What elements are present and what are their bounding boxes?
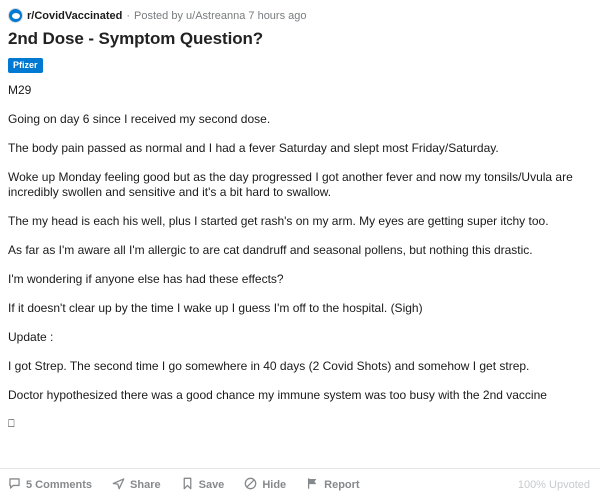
post-paragraph: I got Strep. The second time I go somewhere in 40 days (2 Covid Shots) and somehow I get strep. <box>8 359 530 373</box>
page-title: 2nd Dose - Symptom Question? <box>8 29 264 48</box>
hide-button[interactable] <box>244 477 286 493</box>
save-label: Save <box>198 478 225 491</box>
post-paragraph: The my head is each his well, plus I started get rash's on my arm. My eyes are getting super itchy too. <box>8 214 549 228</box>
report-button[interactable] <box>306 477 359 493</box>
post-paragraph: As far as I'm aware all I'm allergic to are cat dandruff and seasonal pollens, but nothing this drastic. <box>8 243 533 257</box>
share-button[interactable] <box>112 477 161 493</box>
post-action-bar <box>0 468 600 500</box>
post-paragraph: M29 <box>8 83 32 97</box>
post-paragraph: Doctor hypothesized there was a good chance my immune system was too busy with the 2nd vaccine <box>8 388 547 402</box>
hide-label: Hide <box>262 478 287 491</box>
post-body <box>8 83 590 432</box>
post-paragraph: Going on day 6 since I received my second dose. <box>8 112 271 126</box>
post-header <box>8 8 590 23</box>
post-paragraph: Woke up Monday feeling good but as the day progressed I got another fever and now my tonsils/Uvula are incredibly swollen and sensitive and it's a bit hard to swallow. <box>8 170 573 199</box>
post-paragraph: I'm wondering if anyone else has had these effects? <box>8 272 284 286</box>
post-paragraph: Update : <box>8 330 54 344</box>
upvote-ratio: 100% Upvoted <box>517 478 590 491</box>
unrendered-glyph: ⎕ <box>8 418 16 430</box>
share-icon <box>112 477 130 493</box>
post-flair-badge[interactable]: Pfizer <box>8 58 43 73</box>
post-paragraph: The body pain passed as normal and I had a fever Saturday and slept most Friday/Saturday. <box>8 141 499 155</box>
share-label: Share <box>130 478 161 491</box>
post-paragraph: If it doesn't clear up by the time I wake up I guess I'm off to the hospital. (Sigh) <box>8 301 423 315</box>
flag-icon <box>306 477 324 493</box>
post-author-meta[interactable]: Posted by u/Astreanna 7 hours ago <box>134 9 307 22</box>
hide-icon <box>244 477 262 493</box>
bookmark-icon <box>181 477 199 493</box>
subreddit-icon <box>8 8 23 23</box>
save-button[interactable] <box>181 477 225 493</box>
comments-button[interactable] <box>8 477 92 493</box>
report-label: Report <box>324 478 360 491</box>
vote-rail <box>0 0 4 500</box>
comment-icon <box>8 477 26 493</box>
subreddit-link[interactable]: r/CovidVaccinated <box>27 9 123 22</box>
header-separator: · <box>126 9 131 22</box>
comments-label: 5 Comments <box>26 478 93 491</box>
